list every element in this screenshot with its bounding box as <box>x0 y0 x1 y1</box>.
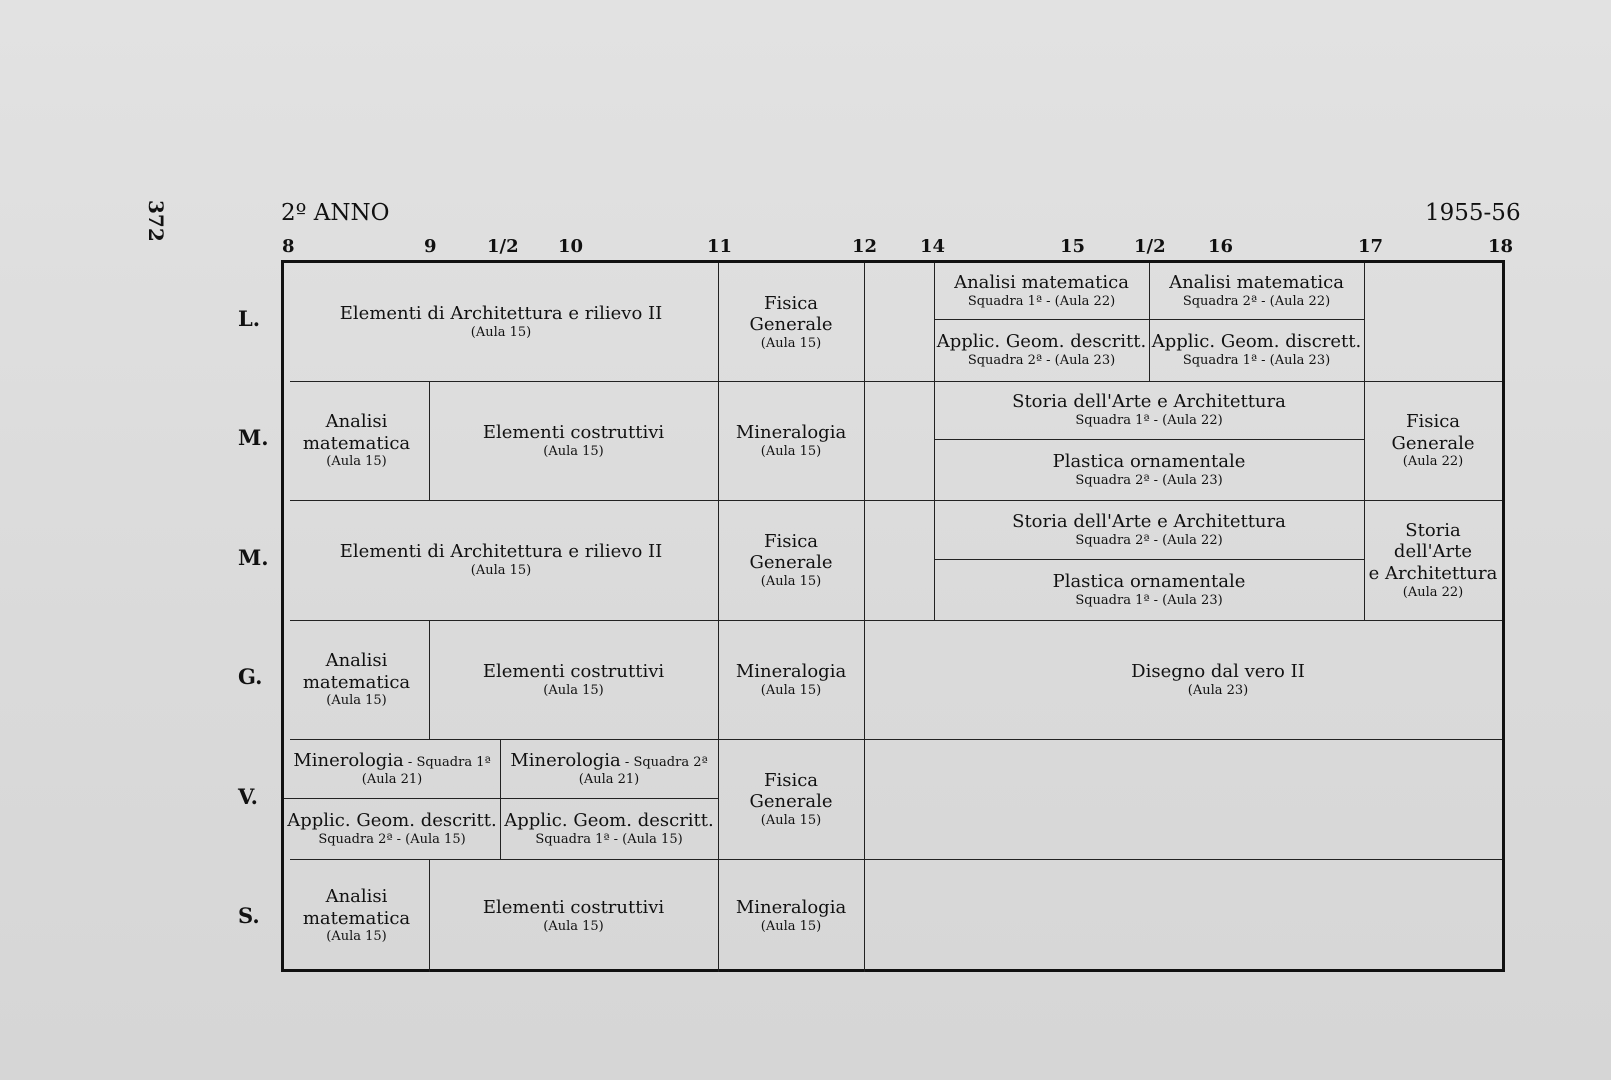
lesson-title: Elementi costruttivi <box>482 421 665 443</box>
lesson-cell <box>284 798 500 859</box>
lesson-room: (Aula 15) <box>326 929 387 945</box>
lesson-cell <box>500 739 718 798</box>
hour-label: 16 <box>1208 236 1234 257</box>
lesson-room: (Aula 15) <box>326 693 387 709</box>
lesson-cell <box>718 263 864 381</box>
lesson-room: Squadra 2ª - (Aula 23) <box>1075 472 1223 488</box>
lesson-room: (Aula 15) <box>543 918 604 934</box>
day-label: V. <box>238 784 258 809</box>
lesson-title: Analisi <box>325 886 388 908</box>
lesson-room: Squadra 2ª - (Aula 15) <box>318 831 466 847</box>
lesson-room: (Aula 21) <box>578 771 640 787</box>
lesson-cell <box>429 381 718 500</box>
hour-label: 10 <box>558 236 584 257</box>
lesson-cell <box>284 620 429 739</box>
lesson-cell <box>718 739 864 859</box>
lesson-cell <box>284 859 429 972</box>
lesson-title: Elementi costruttivi <box>482 896 665 918</box>
lesson-cell <box>934 381 1364 439</box>
lesson-cell <box>934 263 1149 319</box>
lesson-title: Analisi <box>325 650 388 672</box>
lesson-group: - Squadra 2ª <box>620 754 708 770</box>
lesson-room: Squadra 1ª - (Aula 22) <box>1075 413 1223 428</box>
lesson-room: (Aula 15) <box>760 335 822 351</box>
lesson-title: Generale <box>749 791 833 813</box>
lesson-title: Disegno dal vero II <box>1131 660 1305 682</box>
lesson-title: Elementi costruttivi <box>482 660 665 682</box>
lesson-title: matematica <box>302 432 411 454</box>
lesson-title: Fisica <box>1405 411 1461 433</box>
lesson-cell <box>284 500 718 620</box>
hour-label: 12 <box>852 236 878 257</box>
day-label: S. <box>238 903 260 928</box>
lesson-room: (Aula 15) <box>543 443 604 459</box>
lesson-room: Squadra 1ª - (Aula 22) <box>967 294 1116 309</box>
lesson-title: Fisica <box>763 530 819 552</box>
lesson-room: (Aula 15) <box>543 682 604 698</box>
lesson-room: (Aula 22) <box>1402 584 1464 600</box>
hour-label: 1/2 <box>1134 236 1166 257</box>
lesson-room: (Aula 15) <box>760 918 822 934</box>
lesson-title: Storia dell'Arte e Architettura <box>1012 391 1286 413</box>
lesson-room: Squadra 1ª - (Aula 23) <box>1075 592 1223 608</box>
lesson-cell <box>718 381 864 500</box>
lesson-cell <box>934 620 1502 739</box>
lesson-title: Fisica <box>763 769 819 791</box>
lesson-cell <box>718 500 864 620</box>
lesson-title: e Architettura <box>1368 563 1498 584</box>
lesson-cell <box>934 319 1149 381</box>
lesson-title: Plastica ornamentale <box>1052 570 1246 592</box>
row-divider <box>930 859 1502 860</box>
hour-label: 11 <box>707 236 733 257</box>
lesson-room: (Aula 15) <box>760 812 822 828</box>
lesson-cell <box>934 439 1364 500</box>
hour-label: 1/2 <box>487 236 519 257</box>
lesson-title: Minerologia <box>510 749 621 771</box>
lesson-room: (Aula 15) <box>470 325 532 340</box>
lesson-cell <box>934 500 1364 559</box>
lesson-cell <box>1364 500 1502 620</box>
lesson-cell <box>429 620 718 739</box>
day-label: M. <box>238 545 269 570</box>
hour-label: 15 <box>1060 236 1086 257</box>
lesson-room: (Aula 15) <box>326 454 387 470</box>
lesson-cell <box>284 263 718 381</box>
lesson-cell <box>429 859 718 972</box>
lesson-title: Fisica <box>763 292 819 314</box>
hour-label: 8 <box>282 236 295 257</box>
lesson-title: Generale <box>749 314 833 336</box>
lesson-title: Applic. Geom. discrett. <box>1151 331 1362 353</box>
lesson-cell <box>500 798 718 859</box>
lesson-room: Squadra 2ª - (Aula 23) <box>967 353 1116 368</box>
lesson-room: (Aula 15) <box>760 682 822 698</box>
lesson-room: Squadra 1ª - (Aula 15) <box>535 831 683 847</box>
lesson-room: (Aula 22) <box>1402 454 1464 470</box>
lesson-room: (Aula 15) <box>760 443 822 459</box>
hour-label: 18 <box>1488 236 1514 257</box>
day-label: M. <box>238 425 269 450</box>
page-number: 372 <box>144 200 168 242</box>
lesson-title: Generale <box>1391 432 1475 454</box>
lesson-title: Analisi matematica <box>954 272 1129 294</box>
column-divider <box>864 263 865 972</box>
lesson-room: Squadra 1ª - (Aula 23) <box>1182 353 1331 368</box>
hour-label: 14 <box>920 236 946 257</box>
lesson-title: Generale <box>749 552 833 574</box>
lesson-room: (Aula 15) <box>760 573 822 589</box>
lesson-cell <box>718 620 864 739</box>
lesson-title: Storia dell'Arte <box>1393 519 1473 563</box>
lesson-cell <box>934 559 1364 620</box>
lesson-title: Storia dell'Arte e Architettura <box>1012 510 1286 532</box>
lesson-title: Analisi <box>325 411 388 433</box>
timetable-grid <box>281 260 1505 972</box>
lesson-cell <box>718 859 864 972</box>
lesson-title: matematica <box>302 671 411 693</box>
hour-label: 17 <box>1358 236 1384 257</box>
lesson-title: Mineralogia <box>735 421 847 443</box>
lesson-cell <box>284 739 500 798</box>
lesson-group: - Squadra 1ª <box>403 754 491 770</box>
lesson-title: Mineralogia <box>735 660 847 682</box>
lesson-room: (Aula 23) <box>1187 682 1249 698</box>
lesson-room: (Aula 21) <box>361 771 423 787</box>
lesson-cell <box>284 381 429 500</box>
lesson-room: Squadra 2ª - (Aula 22) <box>1075 532 1223 548</box>
hour-label: 9 <box>424 236 437 257</box>
lesson-title: Analisi matematica <box>1169 272 1344 294</box>
lesson-title: Applic. Geom. descritt. <box>287 809 497 831</box>
lesson-title: matematica <box>302 907 411 929</box>
day-label: G. <box>238 664 263 689</box>
lesson-title: Mineralogia <box>735 896 847 918</box>
lesson-room: (Aula 15) <box>470 563 532 578</box>
row-divider <box>930 739 1502 740</box>
lesson-title: Applic. Geom. descritt. <box>504 809 714 831</box>
lesson-title: Minerologia <box>293 749 404 771</box>
lesson-room: Squadra 2ª - (Aula 22) <box>1182 294 1331 309</box>
lesson-cell <box>1149 319 1364 381</box>
lesson-title: Plastica ornamentale <box>1052 450 1246 472</box>
day-label: L. <box>238 306 261 331</box>
lesson-title: Elementi di Architettura e rilievo II <box>339 541 663 563</box>
lesson-cell <box>1149 263 1364 319</box>
lesson-title: Elementi di Architettura e rilievo II <box>339 303 663 325</box>
lesson-cell <box>1364 381 1502 500</box>
lesson-title: Applic. Geom. descritt. <box>936 331 1147 353</box>
academic-year: 1955-56 <box>1425 200 1521 226</box>
year-label: 2º ANNO <box>281 200 390 226</box>
